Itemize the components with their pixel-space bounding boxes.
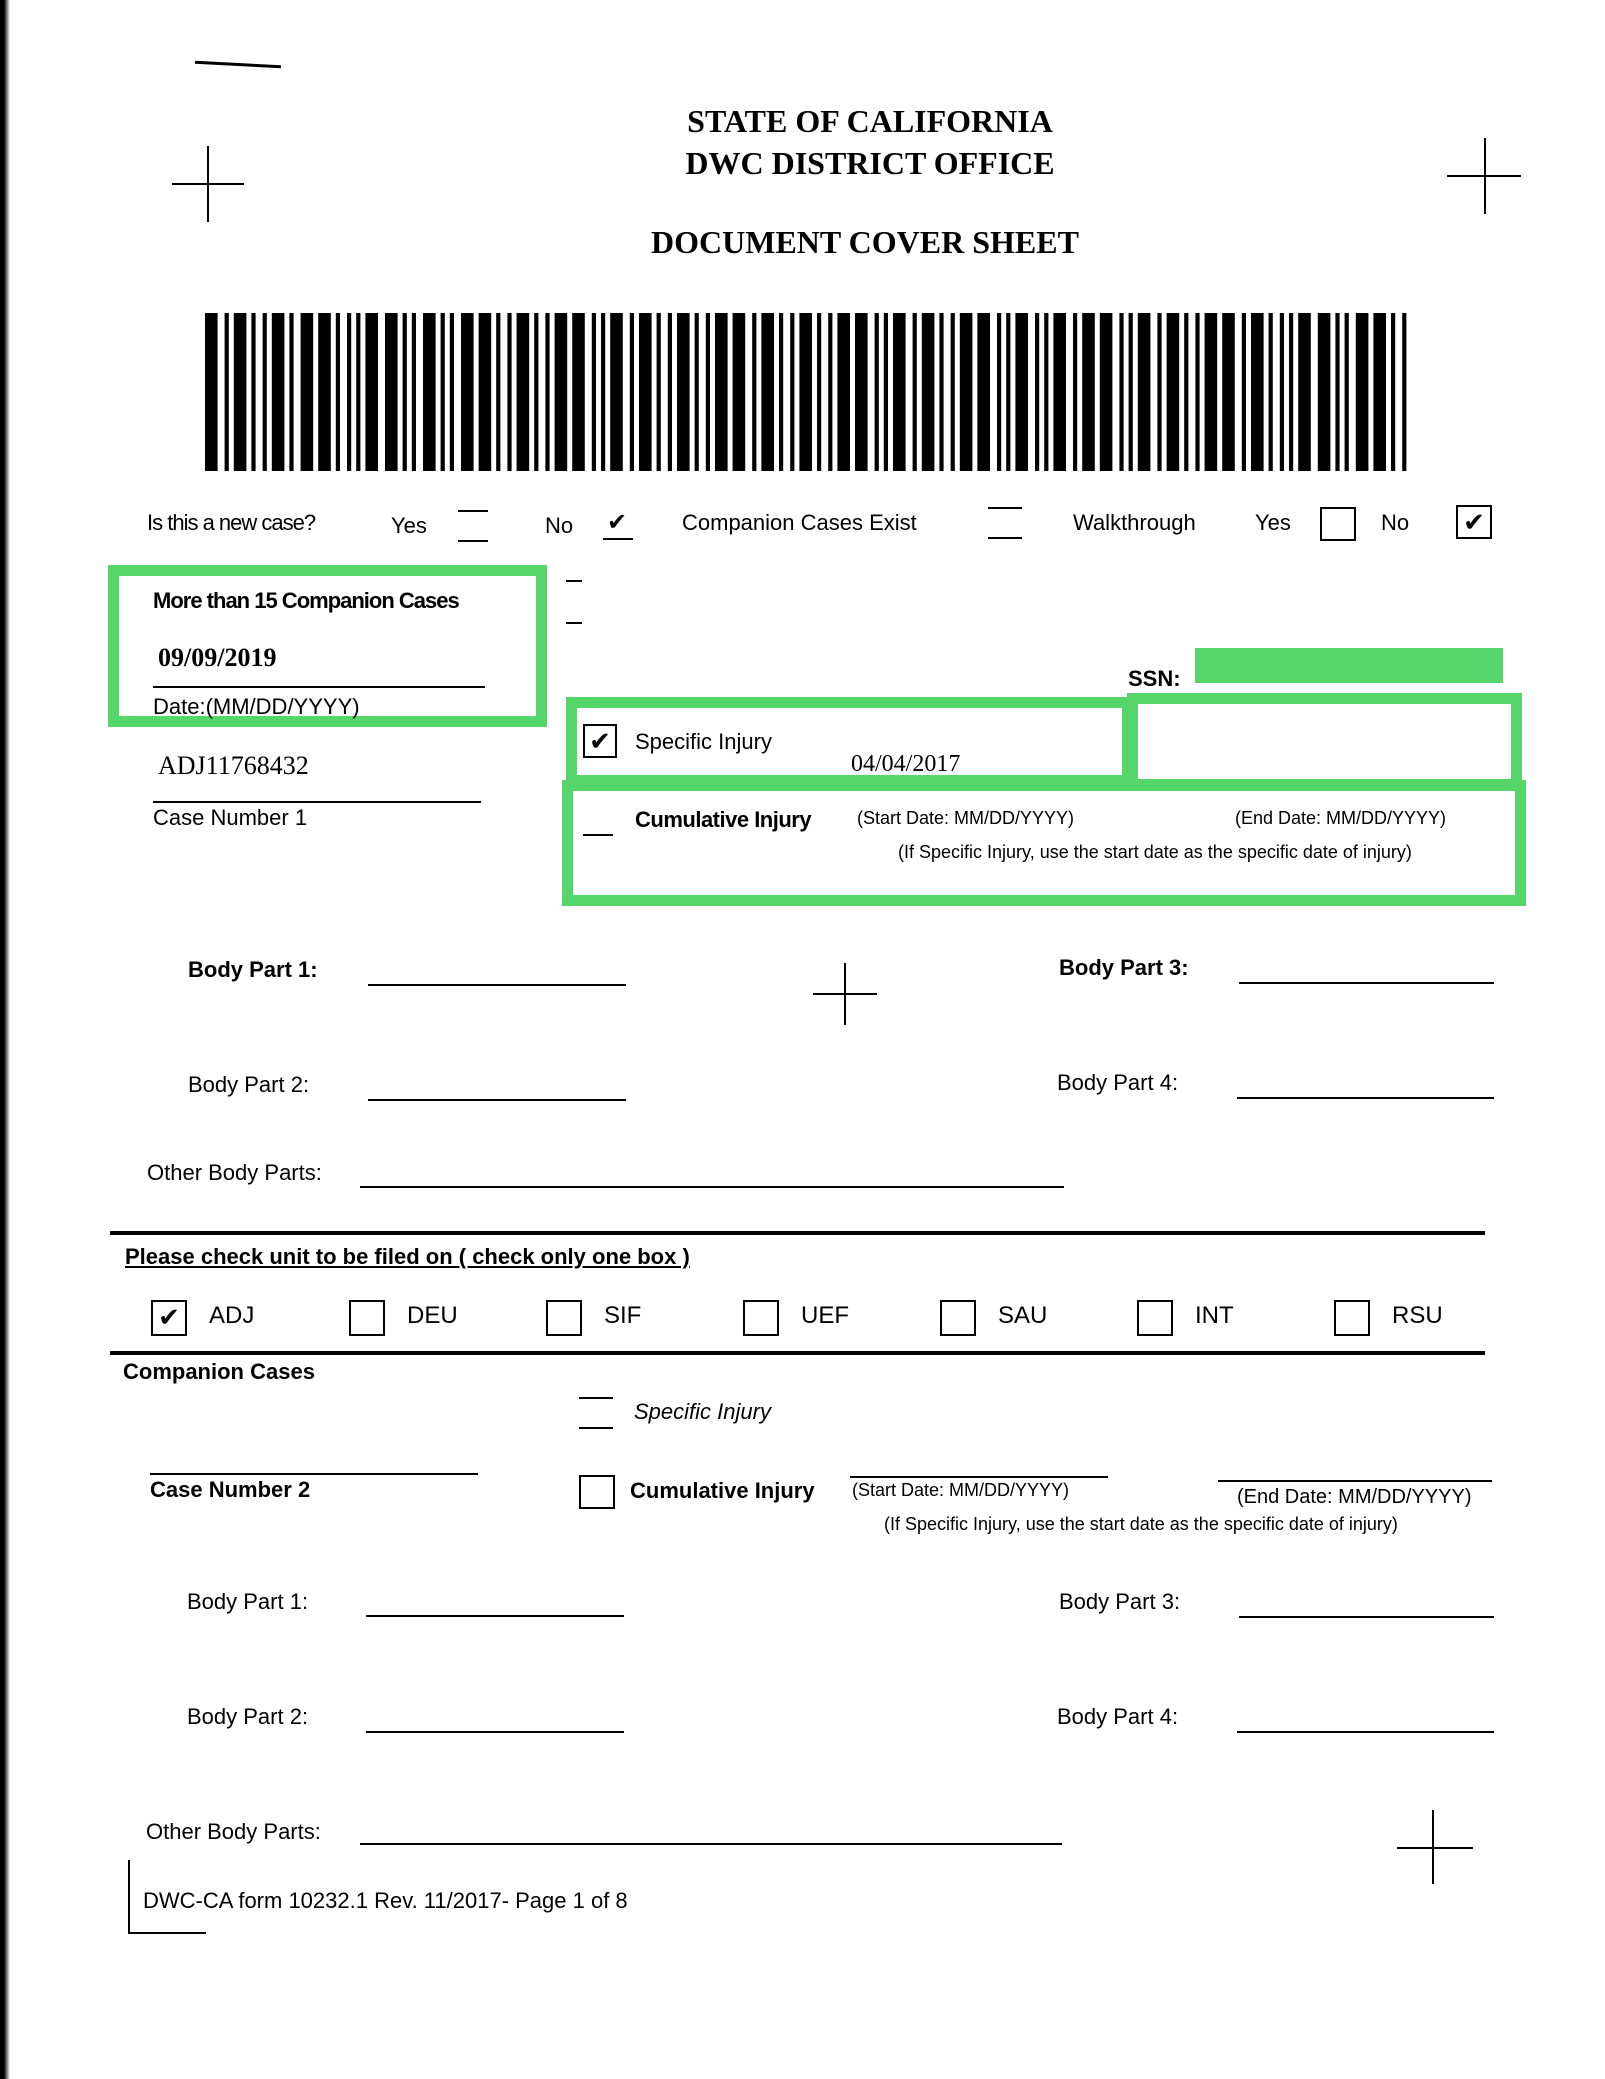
header-line1: STATE OF CALIFORNIA (687, 103, 1053, 139)
barcode-bar (1205, 313, 1218, 471)
unit-deu-checkbox[interactable] (349, 1300, 385, 1336)
barcode-bar (1100, 313, 1113, 471)
barcode (205, 313, 1415, 471)
case-number-1-label: Case Number 1 (153, 805, 308, 830)
unit-deu-label: DEU (407, 1302, 458, 1329)
barcode-bar (951, 313, 955, 471)
barcode-bar (922, 313, 935, 471)
cumulative-injury-blank[interactable] (583, 806, 613, 836)
case-number-2-underline[interactable] (150, 1473, 478, 1475)
barcode-bar (534, 313, 538, 471)
unit-adj-checkbox[interactable] (151, 1300, 187, 1336)
companion-start-date-label: (Start Date: MM/DD/YYYY) (852, 1480, 1070, 1500)
barcode-bar (1138, 313, 1151, 471)
barcode-bar (855, 313, 868, 471)
barcode-bar (828, 313, 832, 471)
barcode-bar (1015, 313, 1028, 471)
barcode-bar (403, 313, 407, 471)
new-case-yes-blank[interactable] (458, 510, 488, 542)
date-value: 09/09/2019 (158, 643, 277, 672)
companion-specific-injury-label: Specific Injury (634, 1399, 771, 1424)
barcode-bar (423, 313, 436, 471)
barcode-bar (1391, 313, 1395, 471)
unit-rsu-label: RSU (1392, 1302, 1443, 1329)
barcode-bar (1167, 313, 1180, 471)
barcode-bar (1035, 313, 1039, 471)
other-body-parts-label: Other Body Parts: (147, 1160, 322, 1185)
date-label: Date:(MM/DD/YYYY) (153, 694, 360, 719)
companion-end-date-label: (End Date: MM/DD/YYYY) (1237, 1486, 1472, 1508)
barcode-bar (1402, 313, 1406, 471)
footer-form-id: DWC-CA form 10232.1 Rev. 11/2017- Page 1 of 8 (143, 1888, 628, 1913)
barcode-bar (913, 313, 917, 471)
barcode-bar (461, 313, 474, 471)
specific-date-note: (If Specific Injury, use the start date as the specific date of injury) (898, 842, 1412, 862)
barcode-bar (365, 313, 378, 471)
companion-body-part-2-field[interactable] (366, 1731, 624, 1733)
body-part-2-field[interactable] (368, 1099, 626, 1101)
walkthrough-label: Walkthrough (1073, 510, 1196, 535)
walkthrough-yes-checkbox[interactable] (1320, 507, 1356, 541)
barcode-bar (799, 313, 812, 471)
walkthrough-no-checkbox[interactable] (1456, 505, 1492, 539)
unit-uef-checkbox[interactable] (743, 1300, 779, 1336)
companion-other-body-parts-field[interactable] (360, 1843, 1062, 1845)
unit-sif-label: SIF (604, 1302, 642, 1329)
walkthrough-no-label: No (1381, 510, 1410, 535)
barcode-bar (779, 313, 783, 471)
barcode-bar (1222, 313, 1235, 471)
barcode-bar (289, 313, 293, 471)
companion-body-part-1-label: Body Part 1: (187, 1589, 309, 1614)
check-icon: ✔ (607, 509, 628, 536)
barcode-bar (790, 313, 794, 471)
barcode-bar (893, 313, 906, 471)
barcode-bar (251, 313, 255, 471)
walkthrough-yes-label: Yes (1255, 510, 1291, 535)
barcode-bar (960, 313, 973, 471)
barcode-bar (356, 313, 360, 471)
body-part-2-label: Body Part 2: (188, 1072, 310, 1097)
barcode-bar (1053, 313, 1066, 471)
barcode-bar (347, 313, 351, 471)
barcode-bar (1373, 313, 1386, 471)
unit-sau-label: SAU (998, 1302, 1048, 1329)
injury-date-value: 04/04/2017 (851, 751, 961, 777)
unit-sau-checkbox[interactable] (940, 1300, 976, 1336)
body-part-1-label: Body Part 1: (188, 957, 318, 982)
unit-rsu-checkbox[interactable] (1334, 1300, 1370, 1336)
registration-cross-bottom-right-v (1432, 1810, 1434, 1884)
unit-int-checkbox[interactable] (1137, 1300, 1173, 1336)
case-number-1-underline (153, 801, 481, 803)
more-than-15-label: More than 15 Companion Cases (153, 588, 459, 613)
barcode-bar (234, 313, 247, 471)
registration-cross-middle-v (844, 963, 846, 1025)
barcode-bar (630, 313, 634, 471)
companion-cases-exist-label: Companion Cases Exist (682, 510, 917, 535)
scan-mark (195, 61, 281, 68)
companion-cases-exist-blank[interactable] (988, 507, 1022, 539)
barcode-bar (997, 313, 1001, 471)
barcode-bar (318, 313, 331, 471)
barcode-bar (205, 313, 218, 471)
barcode-bar (939, 313, 943, 471)
barcode-bar (1318, 313, 1331, 471)
new-case-yes-label: Yes (391, 513, 427, 538)
barcode-bar (1129, 313, 1133, 471)
companion-specific-injury-blank[interactable] (579, 1397, 613, 1429)
body-part-1-field[interactable] (368, 984, 626, 986)
barcode-bar (761, 313, 774, 471)
barcode-bar (977, 313, 990, 471)
companion-body-part-4-field[interactable] (1237, 1731, 1494, 1733)
barcode-bar (1119, 313, 1123, 471)
companion-specific-date-note: (If Specific Injury, use the start date as the specific date of injury) (884, 1514, 1398, 1534)
ssn-label: SSN: (1128, 666, 1181, 691)
barcode-bar (450, 313, 454, 471)
barcode-bar (1082, 313, 1095, 471)
unit-adj-label: ADJ (209, 1302, 255, 1329)
barcode-bar (1157, 313, 1161, 471)
date-underline (153, 686, 485, 688)
barcode-bar (225, 313, 229, 471)
barcode-bar (884, 313, 888, 471)
check-icon: ✔ (1463, 507, 1485, 537)
page-title: DOCUMENT COVER SHEET (651, 224, 1079, 260)
barcode-bar (639, 313, 652, 471)
scan-edge (0, 0, 12, 2079)
check-icon: ✔ (589, 726, 611, 756)
barcode-bar (385, 313, 398, 471)
body-part-4-field[interactable] (1237, 1097, 1494, 1099)
barcode-bar (1044, 313, 1048, 471)
barcode-bar (1184, 313, 1188, 471)
barcode-bar (601, 313, 605, 471)
barcode-bar (837, 313, 850, 471)
barcode-bar (817, 313, 821, 471)
barcode-bar (263, 313, 267, 471)
companion-body-part-1-field[interactable] (366, 1615, 624, 1617)
check-icon: ✔ (158, 1302, 180, 1332)
highlight-end-date-box (1127, 693, 1522, 790)
unit-sif-checkbox[interactable] (546, 1300, 582, 1336)
companion-start-date-line[interactable] (850, 1476, 1108, 1478)
barcode-bar (336, 313, 340, 471)
header-line2: DWC DISTRICT OFFICE (685, 145, 1055, 181)
new-case-question: Is this a new case? (147, 510, 316, 535)
companion-other-body-parts-label: Other Body Parts: (146, 1819, 321, 1844)
unit-uef-label: UEF (801, 1302, 849, 1329)
companion-body-part-4-label: Body Part 4: (1057, 1704, 1179, 1729)
barcode-bar (592, 313, 596, 471)
barcode-bar (441, 313, 445, 471)
barcode-bar (1345, 313, 1349, 471)
registration-cross-bottom-right (1397, 1847, 1473, 1849)
barcode-bar (733, 313, 746, 471)
barcode-bar (1269, 313, 1273, 471)
companion-blank-mark (566, 580, 582, 624)
barcode-bar (668, 313, 672, 471)
case-number-1-value: ADJ11768432 (158, 751, 309, 780)
specific-injury-checkbox[interactable] (583, 724, 617, 758)
body-part-3-label: Body Part 3: (1059, 955, 1189, 980)
barcode-bar (1289, 313, 1293, 471)
unit-divider (110, 1351, 1485, 1355)
cumulative-injury-label: Cumulative Injury (635, 807, 812, 832)
barcode-bar (1073, 313, 1077, 471)
companion-body-part-2-label: Body Part 2: (187, 1704, 309, 1729)
barcode-bar (572, 313, 585, 471)
barcode-bar (1280, 313, 1284, 471)
barcode-bar (507, 313, 511, 471)
unit-int-label: INT (1195, 1302, 1234, 1329)
barcode-bar (1356, 313, 1369, 471)
start-date-label: (Start Date: MM/DD/YYYY) (857, 808, 1075, 828)
unit-heading: Please check unit to be filed on ( check only one box ) (125, 1244, 690, 1269)
barcode-bar (706, 313, 710, 471)
end-date-label: (End Date: MM/DD/YYYY) (1235, 808, 1447, 828)
case-number-2-label: Case Number 2 (150, 1477, 311, 1502)
barcode-bar (677, 313, 690, 471)
barcode-bar (479, 313, 492, 471)
barcode-bar (1335, 313, 1339, 471)
barcode-bar (545, 313, 549, 471)
other-body-parts-field[interactable] (360, 1186, 1064, 1188)
companion-cumulative-label: Cumulative Injury (630, 1478, 815, 1503)
barcode-bar (610, 313, 623, 471)
barcode-bar (1242, 313, 1246, 471)
barcode-bar (272, 313, 285, 471)
companion-cases-heading: Companion Cases (123, 1359, 315, 1384)
barcode-bar (412, 313, 416, 471)
new-case-no-checkbox[interactable] (603, 510, 633, 540)
barcode-bar (1006, 313, 1010, 471)
specific-injury-label: Specific Injury (635, 729, 772, 754)
barcode-bar (657, 313, 661, 471)
body-part-4-label: Body Part 4: (1057, 1070, 1179, 1095)
companion-body-part-3-label: Body Part 3: (1059, 1589, 1181, 1614)
barcode-bar (1195, 313, 1199, 471)
barcode-bar (496, 313, 500, 471)
companion-cumulative-checkbox[interactable] (579, 1475, 615, 1509)
barcode-bar (301, 313, 314, 471)
barcode-bar (1298, 313, 1311, 471)
barcode-bar (715, 313, 728, 471)
companion-end-date-line[interactable] (1218, 1480, 1492, 1482)
barcode-bar (517, 313, 530, 471)
barcode-bar (875, 313, 879, 471)
new-case-no-label: No (545, 513, 574, 538)
body-part-3-field[interactable] (1239, 982, 1494, 984)
barcode-bar (752, 313, 756, 471)
barcode-bar (695, 313, 699, 471)
ssn-redaction (1195, 648, 1503, 683)
section-divider (110, 1231, 1485, 1235)
companion-body-part-3-field[interactable] (1239, 1616, 1494, 1618)
barcode-bar (555, 313, 568, 471)
barcode-bar (1251, 313, 1264, 471)
